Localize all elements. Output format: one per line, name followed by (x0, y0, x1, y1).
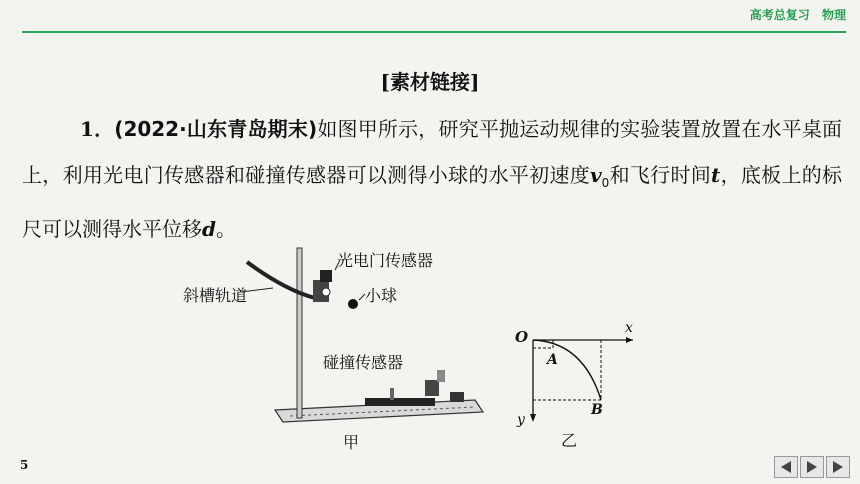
subject-name: 物理 (821, 8, 846, 22)
label-collision-sensor: 碰撞传感器 (323, 353, 404, 372)
label-ball: 小球 (365, 286, 398, 305)
prev-slide-button[interactable] (774, 456, 798, 478)
problem-text-2: 和飞行时间 (609, 163, 712, 187)
last-slide-button[interactable] (826, 456, 850, 478)
course-tag (750, 6, 846, 23)
problem-source: (2022·山东青岛期末) (114, 117, 318, 141)
var-v: v (590, 163, 602, 187)
problem-text-4: 。 (215, 217, 236, 241)
point-b-label: B (591, 402, 603, 418)
triangle-right-icon (831, 460, 845, 474)
x-axis-label: x (625, 320, 633, 336)
figure-b-caption: 乙 (561, 431, 578, 450)
problem-text-3: ，底板上的标尺可以测得水平位移 (22, 163, 843, 241)
slide-navigation (774, 456, 850, 478)
var-t: t (711, 163, 721, 187)
apparatus-drawing (175, 240, 495, 450)
label-photogate: 光电门传感器 (337, 251, 434, 270)
problem-text-1: 如图甲所示，研究平抛运动规律的实验装置放置在水平桌面上，利用光电门传感器和碰撞传感器可以测得小球的水平初速度 (22, 117, 843, 187)
var-v-sub: 0 (601, 176, 610, 190)
label-track: 斜槽轨道 (183, 286, 248, 305)
figure-trajectory (505, 318, 655, 453)
figure-a-caption: 甲 (343, 433, 360, 452)
figure-apparatus (175, 240, 495, 450)
y-axis-label: y (517, 412, 525, 428)
origin-label: O (515, 328, 529, 346)
section-title: [素材链接] (380, 70, 480, 94)
problem-number: 1． (80, 117, 115, 141)
point-a-label: A (547, 352, 558, 368)
header-divider (22, 31, 846, 33)
problem-text (22, 106, 842, 252)
triangle-left-icon (779, 460, 793, 474)
page-number: 5 (20, 458, 29, 472)
next-slide-button[interactable] (800, 456, 824, 478)
course-name: 高考总复习 (749, 8, 810, 22)
triangle-right-icon (805, 460, 819, 474)
var-d: d (202, 217, 216, 241)
